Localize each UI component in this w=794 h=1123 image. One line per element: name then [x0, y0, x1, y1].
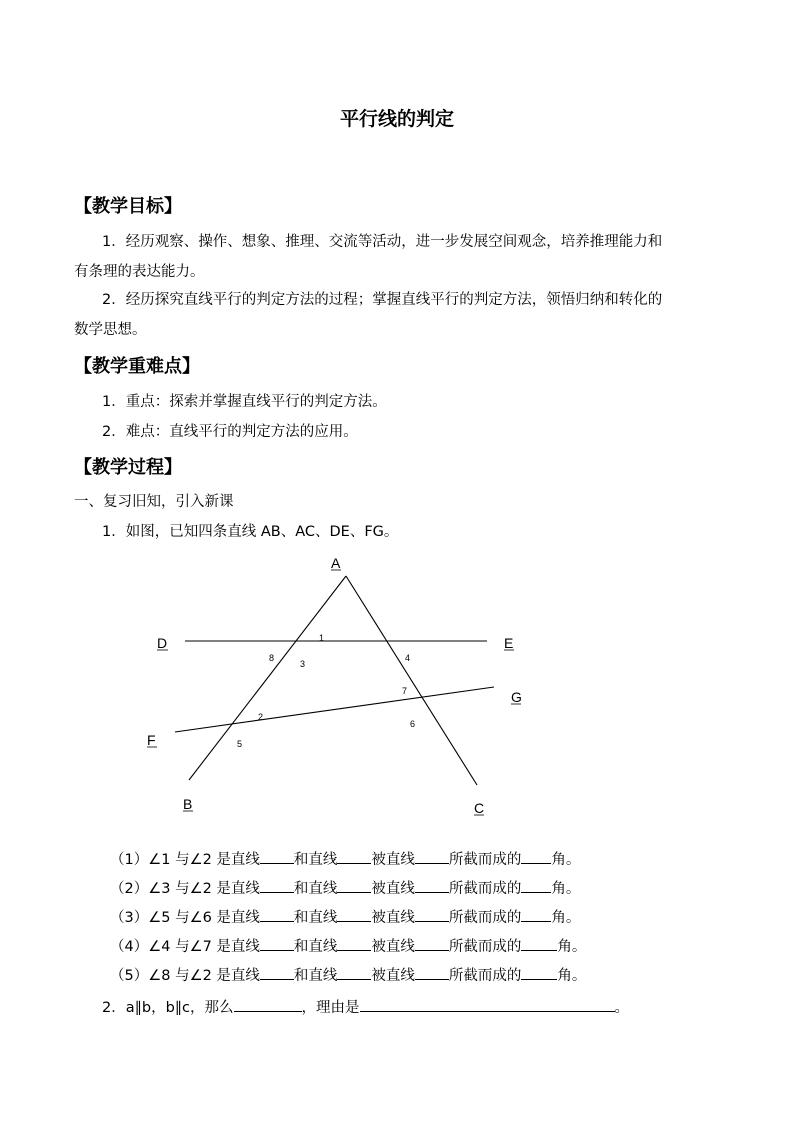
section-heading-goals: 【教学目标】 — [74, 196, 182, 217]
point-label-f: F — [147, 732, 156, 748]
answer-blank[interactable] — [260, 878, 294, 893]
point-label-d: D — [157, 635, 168, 651]
point-label-a: A — [331, 555, 341, 571]
difficulty-item-1: 1．重点：探索并掌握直线平行的判定方法。 — [102, 394, 387, 410]
section-heading-process: 【教学过程】 — [74, 457, 182, 478]
point-label-b: B — [183, 796, 193, 812]
goal-item-1-line-1: 1．经历观察、操作、想象、推理、交流等活动，进一步发展空间观念，培养推理能力和 — [102, 234, 663, 250]
point-label-g: G — [511, 689, 522, 705]
question-1-intro: 1．如图，已知四条直线 AB、AC、DE、FG。 — [102, 524, 399, 540]
answer-blank[interactable] — [521, 965, 557, 980]
goal-item-2-line-2: 数学思想。 — [74, 322, 147, 338]
answer-blank[interactable] — [337, 878, 371, 893]
line-fg — [175, 687, 494, 732]
answer-blank[interactable] — [415, 849, 449, 864]
difficulty-item-2: 2．难点：直线平行的判定方法的应用。 — [102, 424, 358, 440]
answer-blank[interactable] — [415, 936, 449, 951]
line-ac — [346, 576, 477, 785]
answer-blank[interactable] — [415, 907, 449, 922]
reason-blank[interactable] — [360, 997, 615, 1012]
process-part-1-heading: 一、复习旧知，引入新课 — [74, 494, 234, 510]
answer-blank[interactable] — [260, 849, 294, 864]
angle-label-6: 6 — [410, 719, 416, 729]
answer-blank[interactable] — [234, 997, 302, 1012]
fill-blank-question-5: （5）∠8 与∠2 是直线 和直线 被直线 所截而成的 角。 — [110, 964, 586, 985]
angle-label-5: 5 — [237, 739, 243, 749]
fill-blank-question-4: （4）∠4 与∠7 是直线 和直线 被直线 所截而成的 角。 — [110, 935, 586, 956]
answer-blank[interactable] — [260, 936, 294, 951]
answer-blank[interactable] — [415, 965, 449, 980]
answer-blank[interactable] — [337, 965, 371, 980]
goal-item-2-line-1: 2．经历探究直线平行的判定方法的过程；掌握直线平行的判定方法，领悟归纳和转化的 — [102, 292, 663, 308]
answer-blank[interactable] — [521, 936, 557, 951]
page-title: 平行线的判定 — [339, 108, 454, 130]
angle-label-8: 8 — [269, 653, 275, 663]
answer-blank[interactable] — [521, 849, 551, 864]
answer-blank[interactable] — [337, 849, 371, 864]
fill-blank-question-1: （1）∠1 与∠2 是直线 和直线 被直线 所截而成的 角。 — [110, 848, 580, 869]
line-ab — [189, 576, 346, 780]
question-2: 2．a∥b，b∥c，那么 ，理由是 。 — [102, 996, 629, 1017]
angle-label-2: 2 — [258, 712, 264, 722]
fill-blank-question-3: （3）∠5 与∠6 是直线 和直线 被直线 所截而成的 角。 — [110, 906, 580, 927]
angle-label-3: 3 — [300, 659, 306, 669]
point-label-e: E — [504, 635, 514, 651]
point-label-c: C — [474, 800, 485, 816]
answer-blank[interactable] — [337, 936, 371, 951]
answer-blank[interactable] — [521, 907, 551, 922]
angle-label-4: 4 — [405, 653, 411, 663]
answer-blank[interactable] — [337, 907, 371, 922]
answer-blank[interactable] — [415, 878, 449, 893]
section-heading-difficulties: 【教学重难点】 — [74, 356, 200, 377]
angle-label-1: 1 — [319, 633, 325, 643]
answer-blank[interactable] — [260, 965, 294, 980]
answer-blank[interactable] — [260, 907, 294, 922]
angle-label-7: 7 — [402, 686, 408, 696]
goal-item-1-line-2: 有条理的表达能力。 — [74, 264, 205, 280]
answer-blank[interactable] — [521, 878, 551, 893]
fill-blank-question-2: （2）∠3 与∠2 是直线 和直线 被直线 所截而成的 角。 — [110, 877, 580, 898]
